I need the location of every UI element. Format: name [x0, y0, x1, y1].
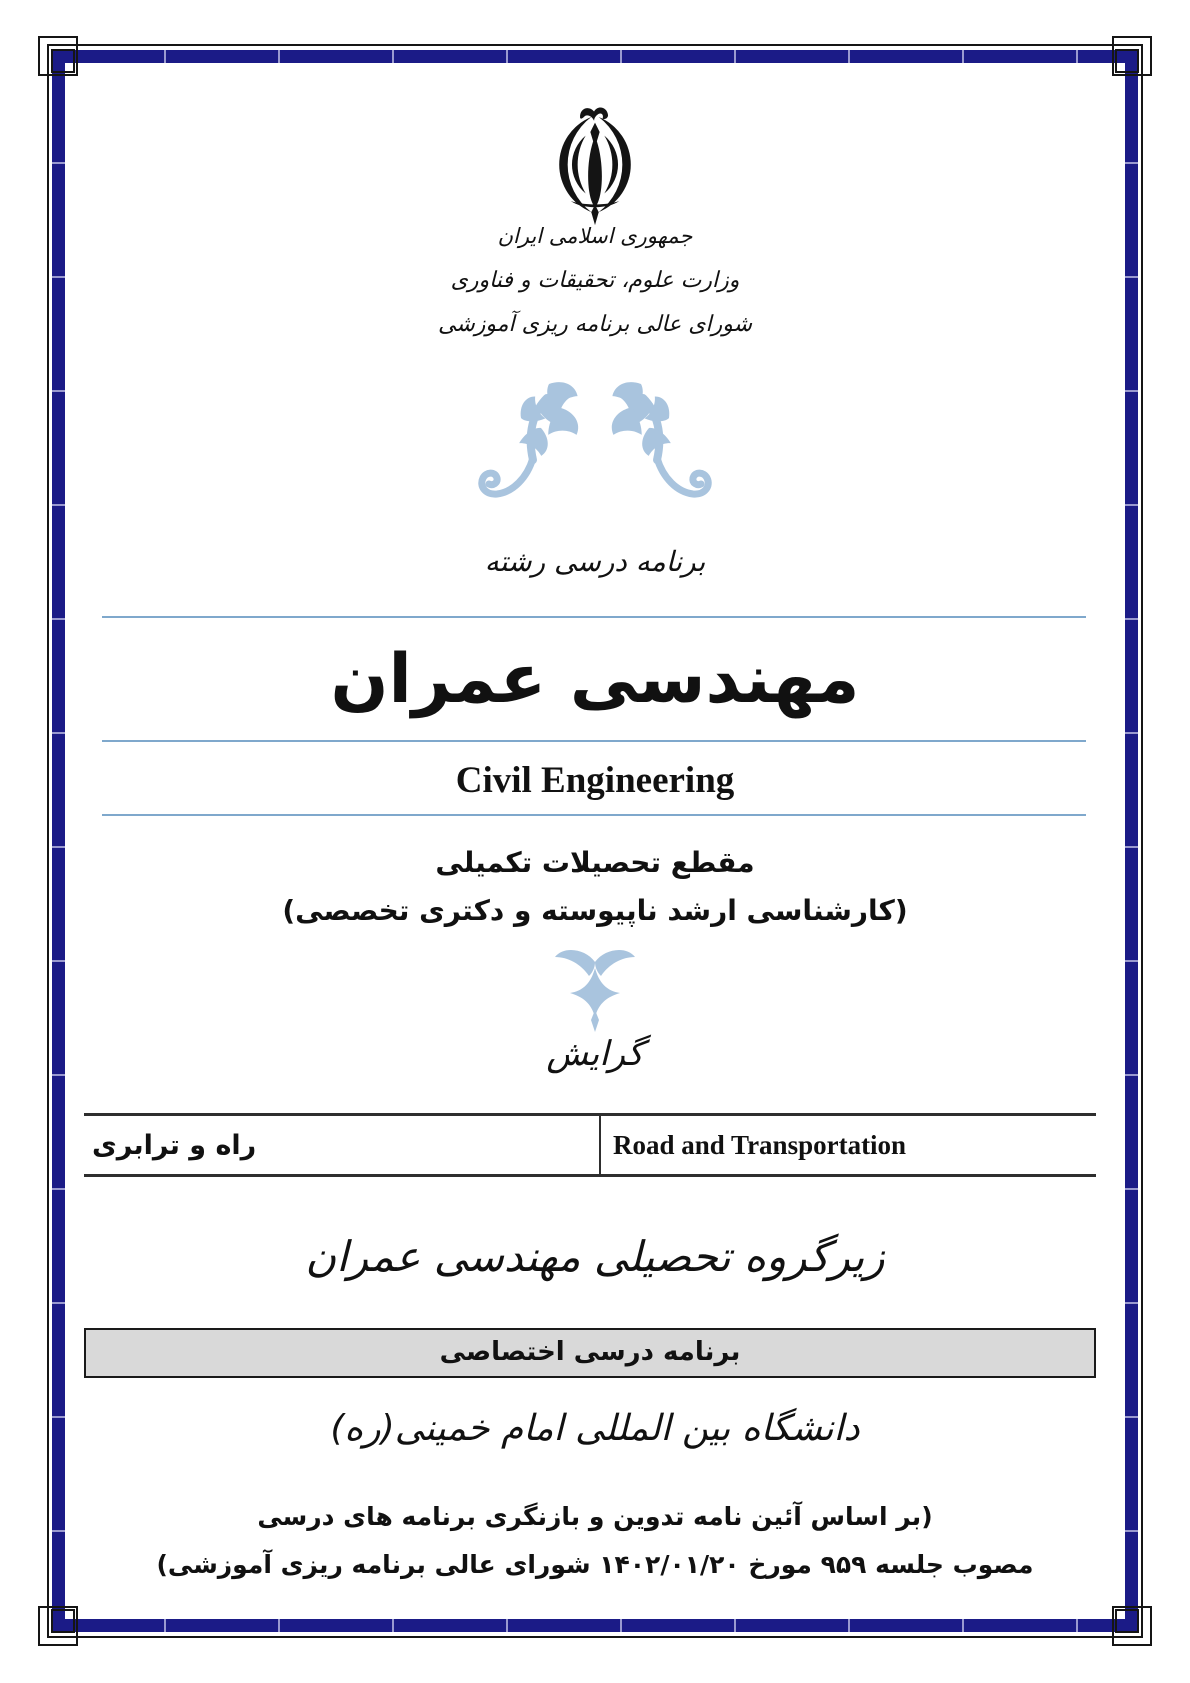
- approval-note-line2: مصوب جلسه ۹۵۹ مورخ ۱۴۰۲/۰۱/۲۰ شورای عالی برنامه ریزی آموزشی): [156, 1550, 1034, 1579]
- frame-corner-knot-top-right: [1112, 36, 1152, 76]
- program-type-banner: برنامه درسی اختصاصی: [84, 1328, 1096, 1378]
- frame-corner-knot-bottom-right: [1112, 1606, 1152, 1646]
- frame-band-top: [52, 50, 1138, 63]
- specialization-name-en: Road and Transportation: [613, 1129, 907, 1160]
- frame-corner-knot-top-left: [38, 36, 78, 76]
- fleuron-ornament-icon: [549, 946, 641, 1036]
- field-title-en: Civil Engineering: [455, 760, 735, 801]
- program-intro-label: برنامه درسی رشته: [484, 545, 706, 578]
- specialization-name-fa: راه و ترابری: [84, 1116, 601, 1174]
- degree-level: مقطع تحصیلات تکمیلی: [435, 846, 755, 879]
- divider-line: [102, 814, 1086, 816]
- iran-emblem-icon: [0, 104, 1190, 231]
- subgroup-line: زیرگروه تحصیلی مهندسی عمران: [305, 1232, 885, 1281]
- specialization-heading: گرایش: [546, 1034, 644, 1074]
- university-name: دانشگاه بین المللی امام خمینی(ره): [330, 1408, 860, 1449]
- specialization-table: [84, 1113, 1096, 1177]
- country-name: جمهوری اسلامی ایران: [497, 224, 693, 248]
- floral-ornament-icon: [475, 372, 715, 511]
- field-title-fa: مهندسی عمران: [330, 640, 860, 719]
- frame-band-bottom: [52, 1619, 1138, 1632]
- council-name: شورای عالی برنامه ریزی آموزشی: [437, 312, 753, 337]
- ministry-name: وزارت علوم، تحقیقات و فناوری: [450, 268, 740, 293]
- frame-corner-knot-bottom-left: [38, 1606, 78, 1646]
- degree-level-detail: (کارشناسی ارشد ناپیوسته و دکتری تخصصی): [282, 894, 908, 927]
- divider-line: [102, 740, 1086, 742]
- divider-line: [102, 616, 1086, 618]
- approval-note-line1: (بر اساس آئین نامه تدوین و بازنگری برنامه های درسی: [257, 1502, 933, 1531]
